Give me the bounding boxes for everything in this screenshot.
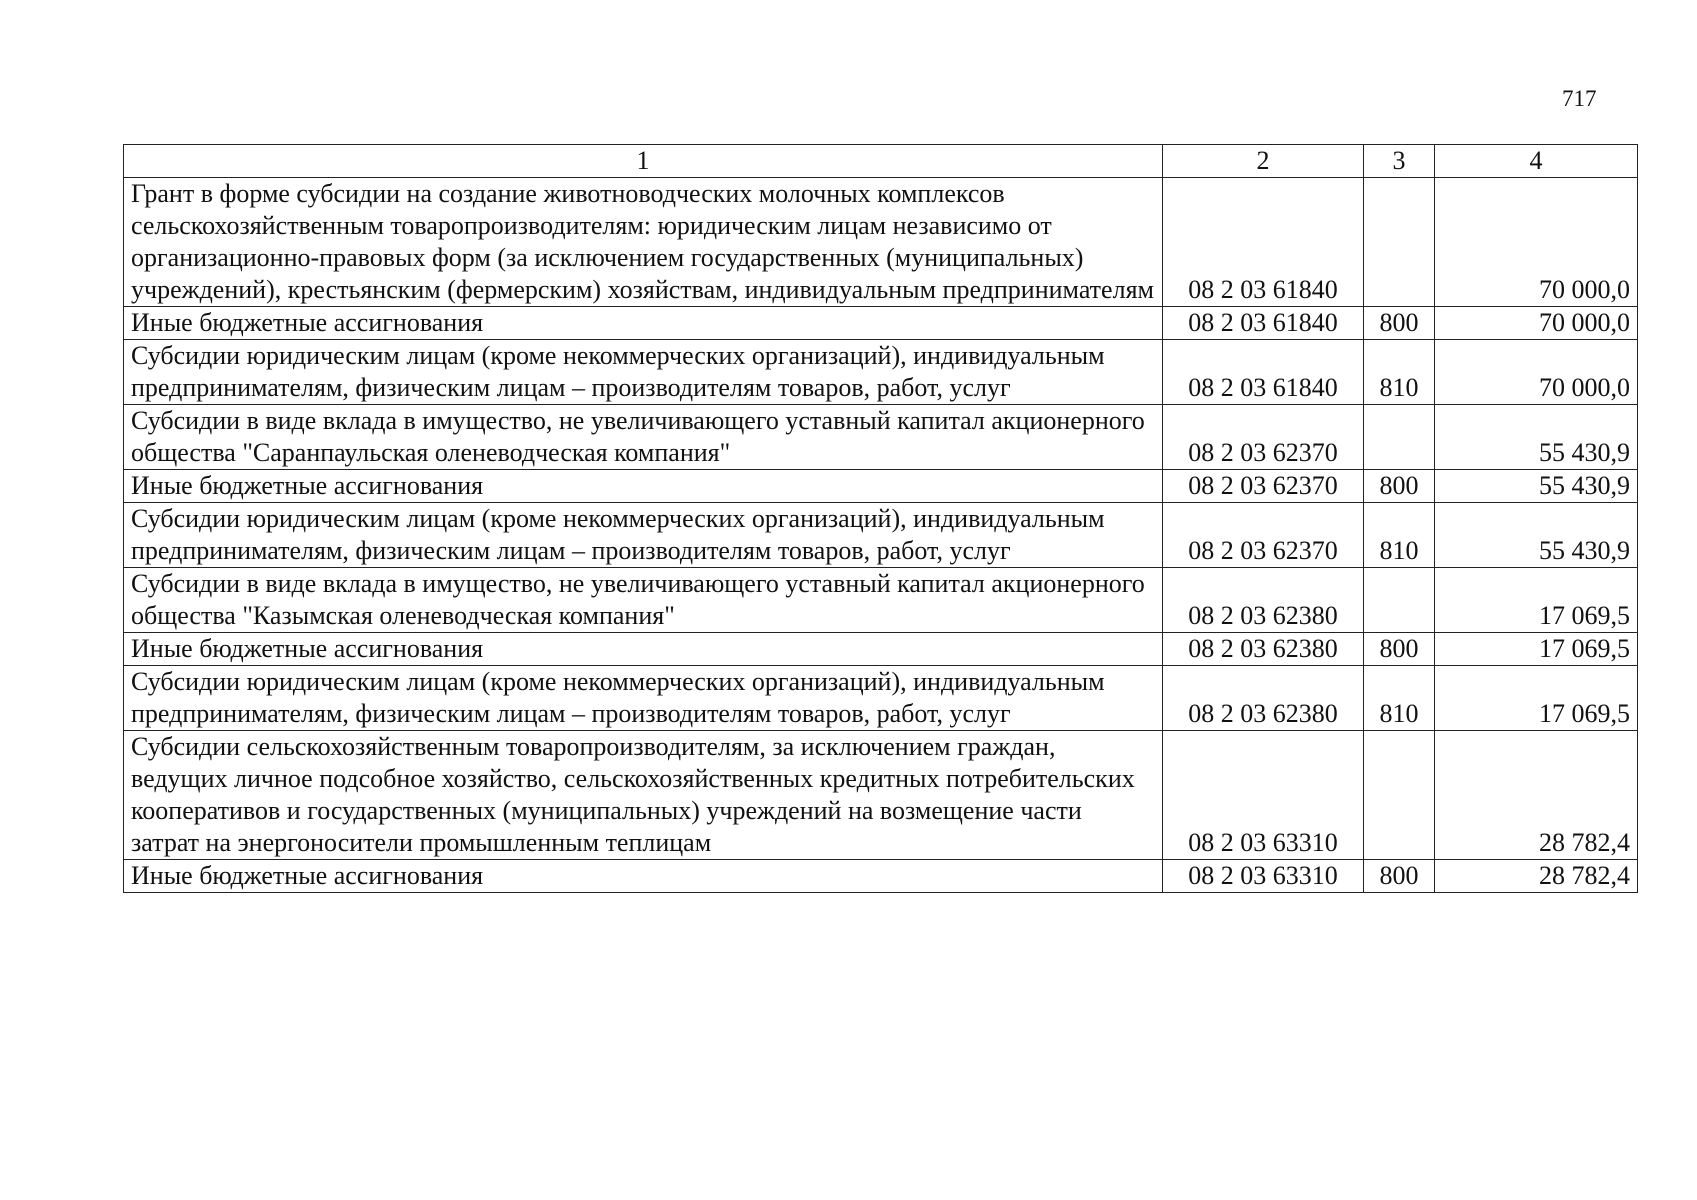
row-amount: 17 069,5 [1435, 633, 1638, 666]
row-amount: 17 069,5 [1435, 568, 1638, 633]
row-code: 08 2 03 62380 [1163, 633, 1364, 666]
row-amount: 55 430,9 [1435, 470, 1638, 503]
row-type [1364, 731, 1435, 860]
row-type: 800 [1364, 633, 1435, 666]
column-header-1: 1 [124, 145, 1163, 178]
row-description: Субсидии в виде вклада в имущество, не увеличивающего уставный капитал акционерного общества "Казымская оленеводческая компания" [124, 568, 1163, 633]
row-type: 800 [1364, 470, 1435, 503]
row-description: Субсидии юридическим лицам (кроме некоммерческих организаций), индивидуальным предпринимателям, физическим лицам – производителям товаров, работ, услуг [124, 503, 1163, 568]
row-description: Иные бюджетные ассигнования [124, 633, 1163, 666]
table-row [124, 666, 1638, 731]
row-code: 08 2 03 63310 [1163, 860, 1364, 893]
row-code: 08 2 03 63310 [1163, 731, 1364, 860]
row-description: Субсидии сельскохозяйственным товаропроизводителям, за исключением граждан, ведущих личное подсобное хозяйство, сельскохозяйственных кредитных потребительских кооперативов и государственных (муниципальных) учреждений на возмещение части затрат на энергоносители промышленным теплицам [124, 731, 1163, 860]
row-code: 08 2 03 62370 [1163, 503, 1364, 568]
column-header-4: 4 [1435, 145, 1638, 178]
row-description: Субсидии юридическим лицам (кроме некоммерческих организаций), индивидуальным предпринимателям, физическим лицам – производителям товаров, работ, услуг [124, 340, 1163, 405]
table-row [124, 503, 1638, 568]
row-code: 08 2 03 61840 [1163, 340, 1364, 405]
row-amount: 70 000,0 [1435, 307, 1638, 340]
row-code: 08 2 03 62380 [1163, 666, 1364, 731]
row-amount: 70 000,0 [1435, 178, 1638, 307]
row-description: Субсидии юридическим лицам (кроме некоммерческих организаций), индивидуальным предпринимателям, физическим лицам – производителям товаров, работ, услуг [124, 666, 1163, 731]
page-number: 717 [1562, 86, 1597, 111]
row-type: 810 [1364, 340, 1435, 405]
row-description: Иные бюджетные ассигнования [124, 470, 1163, 503]
table-row [124, 731, 1638, 860]
row-code: 08 2 03 61840 [1163, 307, 1364, 340]
row-amount: 70 000,0 [1435, 340, 1638, 405]
row-code: 08 2 03 61840 [1163, 178, 1364, 307]
row-type [1364, 405, 1435, 470]
table-row [124, 405, 1638, 470]
row-code: 08 2 03 62370 [1163, 470, 1364, 503]
column-header-2: 2 [1163, 145, 1364, 178]
row-description: Иные бюджетные ассигнования [124, 307, 1163, 340]
row-description: Субсидии в виде вклада в имущество, не увеличивающего уставный капитал акционерного общества "Саранпаульская оленеводческая компания" [124, 405, 1163, 470]
table-row [124, 633, 1638, 666]
row-code: 08 2 03 62370 [1163, 405, 1364, 470]
row-type: 800 [1364, 307, 1435, 340]
table-row [124, 568, 1638, 633]
table-row [124, 340, 1638, 405]
row-type [1364, 178, 1435, 307]
row-amount: 28 782,4 [1435, 731, 1638, 860]
row-type: 810 [1364, 666, 1435, 731]
table-row [124, 307, 1638, 340]
table-row [124, 178, 1638, 307]
row-type [1364, 568, 1435, 633]
row-code: 08 2 03 62380 [1163, 568, 1364, 633]
row-amount: 28 782,4 [1435, 860, 1638, 893]
row-amount: 55 430,9 [1435, 503, 1638, 568]
column-header-3: 3 [1364, 145, 1435, 178]
row-type: 800 [1364, 860, 1435, 893]
budget-table [123, 144, 1638, 893]
table-header-row [124, 145, 1638, 178]
row-type: 810 [1364, 503, 1435, 568]
row-description: Иные бюджетные ассигнования [124, 860, 1163, 893]
table-row [124, 470, 1638, 503]
row-amount: 17 069,5 [1435, 666, 1638, 731]
row-amount: 55 430,9 [1435, 405, 1638, 470]
row-description: Грант в форме субсидии на создание животноводческих молочных комплексов сельскохозяйственным товаропроизводителям: юридическим лицам независимо от организационно-правовых форм (за исключением государственных (муниципальных) учреждений), крестьянским (фермерским) хозяйствам, индивидуальным предпринимателям [124, 178, 1163, 307]
table-row [124, 860, 1638, 893]
